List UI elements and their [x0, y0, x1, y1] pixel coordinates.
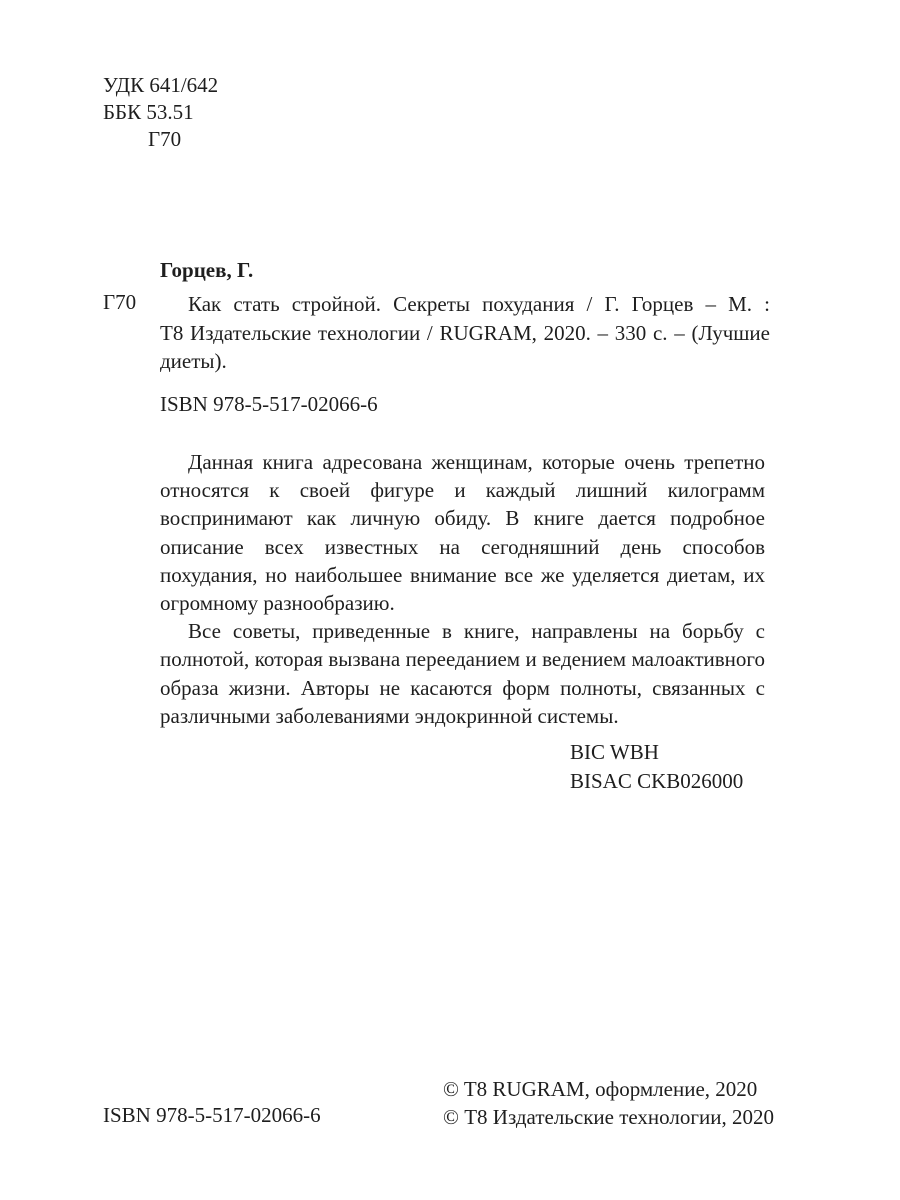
publisher-info: Т8 Издательские технологии / RUGRAM, 2020. – 330 с. – (Лучшие диеты).: [160, 320, 770, 373]
annotation-paragraph: Данная книга адресована женщинам, которые очень трепетно относятся к своей фигуре и каждый лишний килограмм воспринимают как личную обиду. В книге дается подробное описание всех известных на сегодняшний день способов похудания, но наибольшее внимание все же уделяется диетам, их огромному разнообразию.: [160, 450, 765, 616]
bibliographic-description: [160, 290, 770, 376]
author-name: Горцев, Г.: [160, 258, 254, 282]
udk-code: УДК 641/642: [103, 73, 219, 97]
isbn: ISBN 978-5-517-02066-6: [160, 392, 378, 416]
author-mark: Г70: [148, 127, 182, 151]
bbk-code: ББК 53.51: [103, 100, 194, 124]
classification-block: [103, 72, 218, 153]
copyright-design: © T8 RUGRAM, оформление, 2020: [443, 1077, 758, 1101]
annotation: [160, 448, 765, 730]
catalog-code: Г70: [103, 290, 137, 314]
bic-code: BIC WBH: [570, 740, 659, 764]
bisac-code: BISAC CKB026000: [570, 769, 744, 793]
copyright-publisher: © Т8 Издательские технологии, 2020: [443, 1105, 774, 1129]
subject-codes: [570, 738, 743, 796]
title-line: Как стать стройной. Секреты похудания / Г. Горцев – М. :: [188, 292, 770, 316]
annotation-paragraph: Все советы, приведенные в книге, направлены на борьбу с полнотой, которая вызвана перееданием и ведением малоактивного образа жизни. Авторы не касаются форм полноты, связанных с различными заболеваниями эндокринной системы.: [160, 619, 765, 728]
copyright-block: [443, 1075, 774, 1131]
footer-isbn: ISBN 978-5-517-02066-6: [103, 1103, 321, 1127]
